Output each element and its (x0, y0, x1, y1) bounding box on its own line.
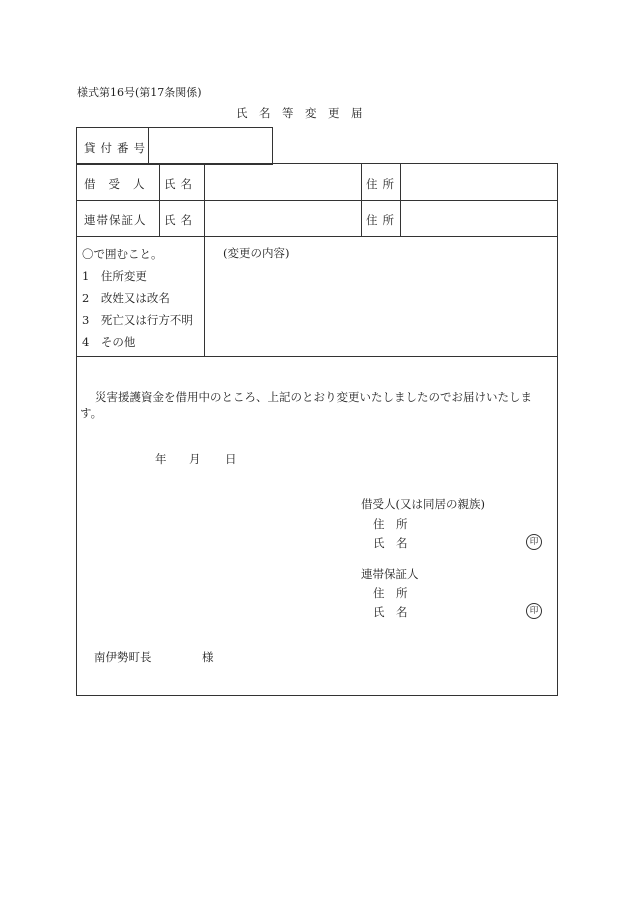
change-details-label: (変更の内容) (223, 246, 290, 260)
borrower-signature-name-label: 氏 名 (373, 536, 408, 550)
borrower-signature-heading: 借受人(又は同居の親族) (361, 497, 485, 511)
form-title: 氏 名 等 変 更 届 (236, 106, 363, 120)
guarantor-signature-heading: 連帯保証人 (361, 567, 419, 581)
guarantor-address-label: 住所 (366, 213, 399, 227)
date-day: 日 (225, 452, 237, 466)
addressee-honorific: 様 (202, 650, 214, 664)
statement-line-2: す。 (80, 406, 103, 420)
borrower-address-label: 住所 (366, 177, 399, 191)
option-item[interactable]: 1 住所変更 (82, 269, 147, 283)
addressee-office: 南伊勢町長 (94, 650, 152, 664)
borrower-label: 借受人 (84, 177, 158, 191)
date-month: 月 (189, 452, 201, 466)
guarantor-name-label: 氏名 (164, 213, 197, 227)
date-year: 年 (155, 452, 167, 466)
guarantor-signature-address-label: 住 所 (373, 586, 408, 600)
borrower-name-label: 氏名 (164, 177, 197, 191)
main-form-frame (76, 163, 558, 696)
borrower-seal-mark: 印 (526, 534, 542, 550)
option-item[interactable]: 4 その他 (82, 335, 136, 349)
option-item[interactable]: 2 改姓又は改名 (82, 291, 170, 305)
form-number: 様式第16号(第17条関係) (77, 86, 202, 99)
loan-number-label: 貸付番号 (84, 141, 150, 155)
options-instruction: 〇で囲むこと。 (82, 247, 163, 261)
guarantor-seal-mark: 印 (526, 603, 542, 619)
guarantor-signature-name-label: 氏 名 (373, 605, 408, 619)
statement-line-1: 災害援護資金を借用中のところ、上記のとおり変更いたしましたのでお届けいたしま (95, 390, 532, 404)
borrower-signature-address-label: 住 所 (373, 517, 408, 531)
option-item[interactable]: 3 死亡又は行方不明 (82, 313, 193, 327)
guarantor-label: 連帯保証人 (84, 213, 147, 227)
